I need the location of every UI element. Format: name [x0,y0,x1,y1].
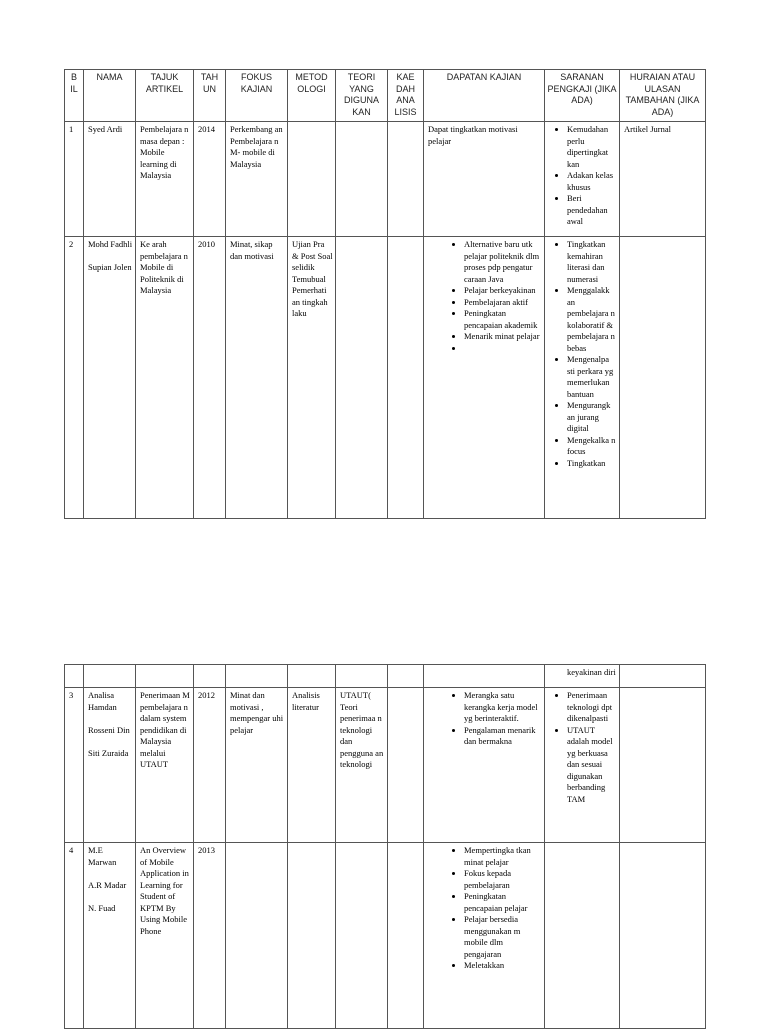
list-item: • Peningkatan pencapaian pelajar [464,891,542,914]
cell-huraian [620,688,706,843]
list-item: • Mengurangk an jurang digital [567,400,617,435]
cell-fokus: Minat dan motivasi , mempengar uhi pelajar [226,688,288,843]
cell-bil: 1 [65,122,84,237]
cell-kaedah [388,122,424,237]
cell-tajuk: Ke arah pembelajara n Mobile di Politeknik di Malaysia [136,237,194,519]
cell-teori: UTAUT( Teori penerimaa n teknologi dan pengguna an teknologi [336,688,388,843]
cell-metodologi [288,122,336,237]
cell-tahun: 2014 [194,122,226,237]
list-item: • Merangka satu kerangka kerja model yg berinteraktif. [464,690,542,725]
cell-teori [336,843,388,1029]
col-header-metodologi: METOD OLOGI [288,70,336,122]
cell-nama [84,237,136,519]
header-row [65,70,706,122]
cell-tajuk: An Overview of Mobile Application in Learning for Student of KPTM By Using Mobile Phone [136,843,194,1029]
list-item: • Menggalakk an pembelajara n kolaboratif & pembelajara n bebas [567,285,617,354]
author-name: N. Fuad [88,902,116,913]
list-item: • Adakan kelas khusus [567,170,617,193]
cell-saranan [545,122,620,237]
cell-huraian: Artikel Jurnal [620,122,706,237]
table-row [65,237,706,519]
cell-tahun: 2012 [194,688,226,843]
cell-saranan [545,237,620,519]
list-item: • Peningkatan pencapaian akademik [464,308,542,331]
cell-tajuk: Pembelajara n masa depan : Mobile learning di Malaysia [136,122,194,237]
table-row [65,688,706,843]
list-item [464,343,542,355]
cell-bil: 2 [65,237,84,519]
col-header-tajuk: TAJUK ARTIKEL [136,70,194,122]
cell-kaedah [388,843,424,1029]
cell-bil: 4 [65,843,84,1029]
list-item: • Mempertingka tkan minat pelajar [464,845,542,868]
list-item: • Tingkatkan [567,458,617,470]
cell-huraian [620,237,706,519]
cell-dapatan [424,688,545,843]
cell-fokus: Minat, sikap dan motivasi [226,237,288,519]
list-item: • Mengekalka n focus [567,435,617,458]
cell-teori [336,122,388,237]
table-row [65,665,706,688]
cell-fokus [226,843,288,1029]
cell-kaedah [388,688,424,843]
cell-teori [336,237,388,519]
table-row [65,843,706,1029]
author-name: Supian Jolen [88,262,132,272]
cell-dapatan: Dapat tingkatkan motivasi pelajar [424,122,545,237]
list-item: • Alternative baru utk pelajar politeknik dlm proses pdp pengatur caraan Java [464,239,542,285]
review-table-page-1 [64,69,706,519]
author-name: Mohd Fadhli [88,239,133,249]
list-item: • Kemudahan perlu dipertingkat kan [567,124,617,170]
cell-fokus: Perkembang an Pembelajara n M- mobile di Malaysia [226,122,288,237]
list-item: • UTAUT adalah model yg berkuasa dan sesuai digunakan berbanding TAM [567,725,617,806]
cell-dapatan [424,237,545,519]
list-item: • Mengenalpa sti perkara yg memerlukan bantuan [567,354,617,400]
list-item: • Menarik minat pelajar [464,331,542,343]
cell-nama: Syed Ardi [84,122,136,237]
list-item: • Pengalaman menarik dan bermakna [464,725,542,748]
list-item: • Meletakkan [464,960,542,972]
list-item: • Fokus kepada pembelajaran [464,868,542,891]
cell-kaedah [388,237,424,519]
list-item: • Pelajar bersedia menggunakan m mobile dlm pengajaran [464,914,542,960]
col-header-nama: NAMA [84,70,136,122]
cell-tahun: 2010 [194,237,226,519]
cell-dapatan [424,843,545,1029]
cell-metodologi [288,843,336,1029]
col-header-saranan: SARANAN PENGKAJI (JIKA ADA) [545,70,620,122]
list-item: • Tingkatkan kemahiran literasi dan numerasi [567,239,617,285]
col-header-dapatan: DAPATAN KAJIAN [424,70,545,122]
author-name: A.R Madar [88,879,127,890]
author-name: Analisa Hamdan [88,690,117,712]
cell-bil: 3 [65,688,84,843]
cell-tahun: 2013 [194,843,226,1029]
table-row [65,122,706,237]
cell-saranan: keyakinan diri [545,665,620,688]
col-header-fokus: FOKUS KAJIAN [226,70,288,122]
review-table-page-2 [64,664,706,1029]
list-item: • Pelajar berkeyakinan [464,285,542,297]
cell-nama [84,688,136,843]
cell-saranan [545,843,620,1029]
cell-metodologi: Ujian Pra & Post Soal selidik Temubual Pemerhati an tingkah laku [288,237,336,519]
col-header-tahun: TAH UN [194,70,226,122]
list-item: • Penerimaan teknologi dpt dikenalpasti [567,690,617,725]
col-header-kaedah: KAE DAH ANA LISIS [388,70,424,122]
author-name: M.E Marwan [88,845,117,867]
list-item: • Pembelajaran aktif [464,297,542,309]
cell-metodologi: Analisis literatur [288,688,336,843]
author-name: Siti Zuraida [88,747,129,758]
col-header-teori: TEORI YANG DIGUNA KAN [336,70,388,122]
list-item: • Beri pendedahan awal [567,193,617,228]
cell-saranan [545,688,620,843]
cell-tajuk: Penerimaan M pembelajara n dalam system pendidikan di Malaysia melalui UTAUT [136,688,194,843]
col-header-bil: B IL [65,70,84,122]
cell-nama [84,843,136,1029]
author-name: Rosseni Din [88,724,130,735]
col-header-huraian: HURAIAN ATAU ULASAN TAMBAHAN (JIKA ADA) [620,70,706,122]
cell-huraian [620,843,706,1029]
